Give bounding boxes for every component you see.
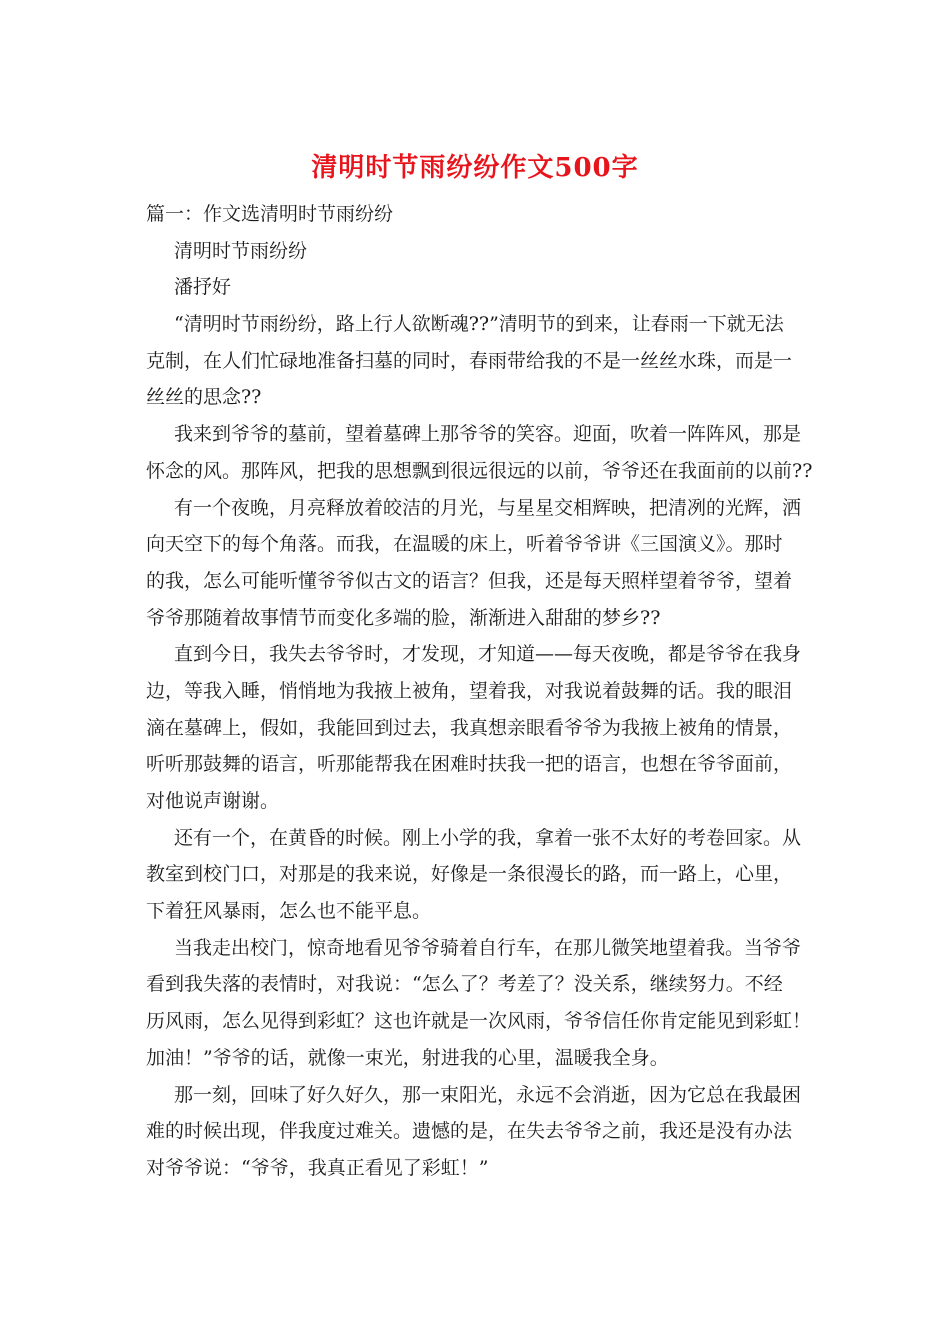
text-line: 克制，在人们忙碌地准备扫墓的同时，春雨带给我的不是一丝丝水珠，而是一 (146, 349, 793, 372)
text-line: 潘抒好 (174, 276, 232, 299)
text-line: 听听那鼓舞的语言，听那能帮我在困难时扶我一把的语言，也想在爷爷面前， (146, 753, 793, 776)
text-line: “清明时节雨纷纷，路上行人欲断魂??”清明节的到来，让春雨一下就无法 (174, 313, 784, 336)
text-line: 怀念的风。那阵风，把我的思想飘到很远很远的以前，爷爷还在我面前的以前?? (146, 459, 813, 482)
text-line: 难的时候出现，伴我度过难关。遗憾的是，在失去爷爷之前，我还是没有办法 (146, 1120, 793, 1143)
text-line: 历风雨，怎么见得到彩虹？这也许就是一次风雨，爷爷信任你肯定能见到彩虹！ (146, 1010, 812, 1033)
text-line: 丝丝的思念?? (146, 386, 262, 409)
text-line: 还有一个，在黄昏的时候。刚上小学的我，拿着一张不太好的考卷回家。从 (174, 826, 802, 849)
text-line: 的我，怎么可能听懂爷爷似古文的语言？但我，还是每天照样望着爷爷，望着 (146, 569, 793, 592)
text-line: 看到我失落的表情时，对我说：“怎么了？考差了？没关系，继续努力。不经 (146, 973, 783, 996)
text-line: 对爷爷说：“爷爷，我真正看见了彩虹！” (146, 1156, 489, 1179)
document-body (146, 196, 811, 1187)
text-line: 滴在墓碑上，假如，我能回到过去，我真想亲眼看爷爷为我掖上被角的情景， (146, 716, 793, 739)
text-line: 对他说声谢谢。 (146, 790, 280, 812)
text-line: 清明时节雨纷纷 (174, 239, 308, 262)
text-line: 下着狂风暴雨，怎么也不能平息。 (146, 900, 432, 923)
text-line: 边，等我入睡，悄悄地为我掖上被角，望着我，对我说着鼓舞的话。我的眼泪 (146, 679, 793, 702)
text-line: 向天空下的每个角落。而我，在温暖的床上，听着爷爷讲《三国演义》。那时 (146, 533, 783, 556)
text-line: 加油！”爷爷的话，就像一束光，射进我的心里，温暖我全身。 (146, 1046, 669, 1069)
text-line: 当我走出校门，惊奇地看见爷爷骑着自行车，在那儿微笑地望着我。当爷爷 (174, 936, 802, 959)
document-title: 清明时节雨纷纷作文500字 (311, 153, 639, 183)
text-line: 那一刻，回味了好久好久，那一束阳光，永远不会消逝，因为它总在我最困 (174, 1083, 802, 1106)
text-line: 直到今日，我失去爷爷时，才发现，才知道——每天夜晚，都是爷爷在我身 (174, 643, 802, 666)
text-line: 爷爷那随着故事情节而变化多端的脸，渐渐进入甜甜的梦乡?? (146, 606, 661, 629)
text-line: 教室到校门口，对那是的我来说，好像是一条很漫长的路，而一路上，心里， (146, 863, 793, 886)
text-line: 有一个夜晚，月亮释放着皎洁的月光，与星星交相辉映，把清冽的光辉，洒 (174, 496, 802, 519)
text-line: 篇一：作文选清明时节雨纷纷 (146, 203, 394, 225)
text-line: 我来到爷爷的墓前，望着墓碑上那爷爷的笑容。迎面，吹着一阵阵风，那是 (174, 423, 802, 446)
